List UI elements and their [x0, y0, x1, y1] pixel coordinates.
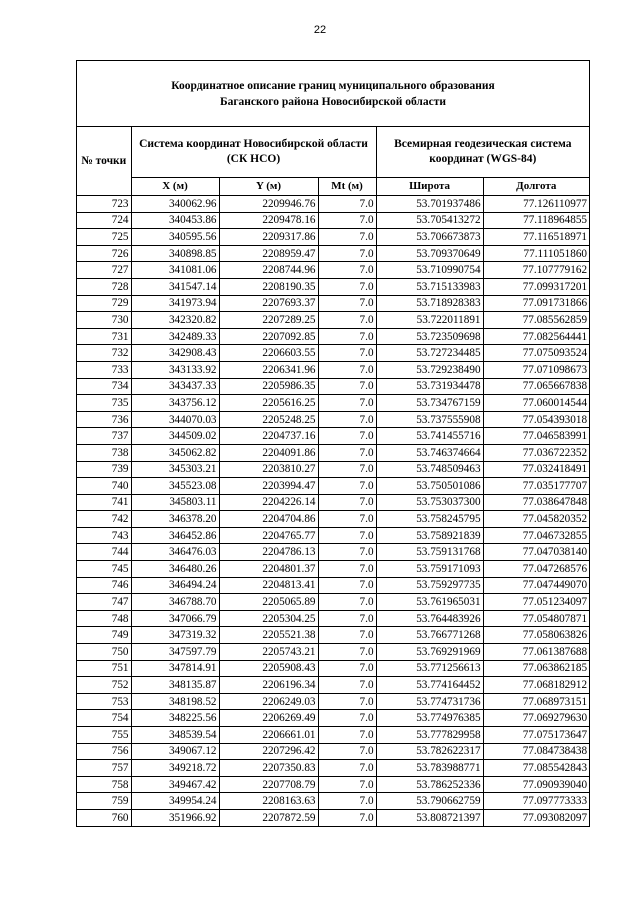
x-cell: 342908.43 [131, 345, 219, 362]
table-row [77, 444, 589, 461]
x-cell: 349954.24 [131, 793, 219, 810]
x-cell: 349067.12 [131, 743, 219, 760]
longitude-cell: 77.045820352 [483, 511, 589, 528]
table-row [77, 461, 589, 478]
y-cell: 2207708.79 [219, 776, 318, 793]
longitude-cell: 77.054393018 [483, 411, 589, 428]
y-cell: 2204737.16 [219, 428, 318, 445]
point-number-cell: 741 [77, 494, 131, 511]
y-cell: 2208959.47 [219, 245, 318, 262]
point-number-cell: 739 [77, 461, 131, 478]
point-number-cell: 732 [77, 345, 131, 362]
table-row [77, 395, 589, 412]
point-number-cell: 723 [77, 196, 131, 213]
point-number-cell: 745 [77, 561, 131, 578]
table-body [77, 196, 589, 826]
x-cell: 347066.79 [131, 610, 219, 627]
latitude-cell: 53.759171093 [376, 561, 483, 578]
x-cell: 346378.20 [131, 511, 219, 528]
table-row [77, 278, 589, 295]
table-row [77, 328, 589, 345]
y-cell: 2209946.76 [219, 196, 318, 213]
longitude-cell: 77.032418491 [483, 461, 589, 478]
mt-cell: 7.0 [318, 760, 376, 777]
y-cell: 2204704.86 [219, 511, 318, 528]
point-number-cell: 729 [77, 295, 131, 312]
point-number-cell: 758 [77, 776, 131, 793]
latitude-cell: 53.727234485 [376, 345, 483, 362]
point-number-cell: 740 [77, 478, 131, 495]
point-number-cell: 730 [77, 312, 131, 329]
latitude-cell: 53.718928383 [376, 295, 483, 312]
table-row [77, 544, 589, 561]
mt-cell: 7.0 [318, 494, 376, 511]
table-row [77, 245, 589, 262]
x-cell: 347319.32 [131, 627, 219, 644]
title-line-1: Координатное описание границ муниципального образования [171, 79, 495, 92]
point-number-cell: 753 [77, 693, 131, 710]
y-cell: 2209317.86 [219, 229, 318, 246]
latitude-cell: 53.701937486 [376, 196, 483, 213]
mt-cell: 7.0 [318, 262, 376, 279]
longitude-cell: 77.116518971 [483, 229, 589, 246]
latitude-cell: 53.774164452 [376, 677, 483, 694]
longitude-cell: 77.047449070 [483, 577, 589, 594]
x-cell: 347597.79 [131, 644, 219, 661]
header-sk-nso: Система координат Новосибирской области (СК НСО) [131, 127, 376, 178]
latitude-cell: 53.808721397 [376, 809, 483, 825]
x-cell: 340898.85 [131, 245, 219, 262]
x-cell: 344509.02 [131, 428, 219, 445]
point-number-cell: 726 [77, 245, 131, 262]
y-cell: 2208163.63 [219, 793, 318, 810]
y-cell: 2205986.35 [219, 378, 318, 395]
longitude-cell: 77.047268576 [483, 561, 589, 578]
point-number-cell: 731 [77, 328, 131, 345]
point-number-cell: 747 [77, 594, 131, 611]
latitude-cell: 53.766771268 [376, 627, 483, 644]
point-number-cell: 736 [77, 411, 131, 428]
table-row [77, 743, 589, 760]
point-number-cell: 728 [77, 278, 131, 295]
y-cell: 2204813.41 [219, 577, 318, 594]
latitude-cell: 53.709370649 [376, 245, 483, 262]
point-number-cell: 735 [77, 395, 131, 412]
latitude-cell: 53.723509698 [376, 328, 483, 345]
y-cell: 2207693.37 [219, 295, 318, 312]
latitude-cell: 53.706673873 [376, 229, 483, 246]
longitude-cell: 77.054807871 [483, 610, 589, 627]
mt-cell: 7.0 [318, 561, 376, 578]
x-cell: 345062.82 [131, 444, 219, 461]
point-number-cell: 733 [77, 361, 131, 378]
x-cell: 340453.86 [131, 212, 219, 229]
table-row [77, 378, 589, 395]
x-cell: 342489.33 [131, 328, 219, 345]
y-cell: 2208190.35 [219, 278, 318, 295]
latitude-cell: 53.705413272 [376, 212, 483, 229]
y-cell: 2207872.59 [219, 809, 318, 825]
latitude-cell: 53.710990754 [376, 262, 483, 279]
mt-cell: 7.0 [318, 577, 376, 594]
x-cell: 341547.14 [131, 278, 219, 295]
mt-cell: 7.0 [318, 544, 376, 561]
mt-cell: 7.0 [318, 743, 376, 760]
mt-cell: 7.0 [318, 245, 376, 262]
table-row [77, 428, 589, 445]
table-row [77, 345, 589, 362]
longitude-cell: 77.107779162 [483, 262, 589, 279]
y-cell: 2205743.21 [219, 644, 318, 661]
x-cell: 346452.86 [131, 527, 219, 544]
mt-cell: 7.0 [318, 727, 376, 744]
table-row [77, 577, 589, 594]
mt-cell: 7.0 [318, 361, 376, 378]
latitude-cell: 53.715133983 [376, 278, 483, 295]
table-row [77, 212, 589, 229]
latitude-cell: 53.758921839 [376, 527, 483, 544]
y-cell: 2209478.16 [219, 212, 318, 229]
point-number-cell: 754 [77, 710, 131, 727]
mt-cell: 7.0 [318, 677, 376, 694]
header-wgs84: Всемирная геодезическая система координат (WGS-84) [376, 127, 589, 178]
page-number: 22 [313, 24, 327, 36]
table-row [77, 660, 589, 677]
y-cell: 2206341.96 [219, 361, 318, 378]
point-number-cell: 743 [77, 527, 131, 544]
y-cell: 2204765.77 [219, 527, 318, 544]
x-cell: 341973.94 [131, 295, 219, 312]
mt-cell: 7.0 [318, 312, 376, 329]
y-cell: 2207289.25 [219, 312, 318, 329]
latitude-cell: 53.774976385 [376, 710, 483, 727]
x-cell: 343133.92 [131, 361, 219, 378]
y-cell: 2207296.42 [219, 743, 318, 760]
title-line-2: Баганского района Новосибирской области [219, 95, 447, 108]
table-row [77, 627, 589, 644]
header-y: Y (м) [219, 178, 318, 196]
longitude-cell: 77.051234097 [483, 594, 589, 611]
x-cell: 347814.91 [131, 660, 219, 677]
table-row [77, 478, 589, 495]
mt-cell: 7.0 [318, 328, 376, 345]
point-number-cell: 760 [77, 809, 131, 825]
y-cell: 2206196.34 [219, 677, 318, 694]
longitude-cell: 77.046583991 [483, 428, 589, 445]
x-cell: 349467.42 [131, 776, 219, 793]
x-cell: 351966.92 [131, 809, 219, 825]
y-cell: 2205521.38 [219, 627, 318, 644]
longitude-cell: 77.091731866 [483, 295, 589, 312]
x-cell: 346480.26 [131, 561, 219, 578]
point-number-cell: 744 [77, 544, 131, 561]
table-row [77, 644, 589, 661]
header-x: X (м) [131, 178, 219, 196]
longitude-cell: 77.058063826 [483, 627, 589, 644]
longitude-cell: 77.035177707 [483, 478, 589, 495]
table-row [77, 710, 589, 727]
table-row [77, 361, 589, 378]
x-cell: 348135.87 [131, 677, 219, 694]
mt-cell: 7.0 [318, 295, 376, 312]
y-cell: 2205248.25 [219, 411, 318, 428]
coordinates-document [76, 60, 590, 827]
table-row [77, 262, 589, 279]
latitude-cell: 53.774731736 [376, 693, 483, 710]
y-cell: 2207092.85 [219, 328, 318, 345]
y-cell: 2206661.01 [219, 727, 318, 744]
table-row [77, 511, 589, 528]
point-number-cell: 752 [77, 677, 131, 694]
y-cell: 2204801.37 [219, 561, 318, 578]
longitude-cell: 77.063862185 [483, 660, 589, 677]
y-cell: 2207350.83 [219, 760, 318, 777]
x-cell: 340062.96 [131, 196, 219, 213]
mt-cell: 7.0 [318, 278, 376, 295]
latitude-cell: 53.759297735 [376, 577, 483, 594]
longitude-cell: 77.075173647 [483, 727, 589, 744]
x-cell: 348198.52 [131, 693, 219, 710]
longitude-cell: 77.085562859 [483, 312, 589, 329]
x-cell: 341081.06 [131, 262, 219, 279]
table-row [77, 494, 589, 511]
longitude-cell: 77.118964855 [483, 212, 589, 229]
table-row [77, 793, 589, 810]
x-cell: 349218.72 [131, 760, 219, 777]
longitude-cell: 77.060014544 [483, 395, 589, 412]
table-row [77, 295, 589, 312]
latitude-cell: 53.777829958 [376, 727, 483, 744]
y-cell: 2204091.86 [219, 444, 318, 461]
point-number-cell: 725 [77, 229, 131, 246]
x-cell: 348539.54 [131, 727, 219, 744]
mt-cell: 7.0 [318, 212, 376, 229]
point-number-cell: 737 [77, 428, 131, 445]
longitude-cell: 77.126110977 [483, 196, 589, 213]
x-cell: 345303.21 [131, 461, 219, 478]
mt-cell: 7.0 [318, 196, 376, 213]
x-cell: 340595.56 [131, 229, 219, 246]
mt-cell: 7.0 [318, 644, 376, 661]
point-number-cell: 750 [77, 644, 131, 661]
mt-cell: 7.0 [318, 478, 376, 495]
table-row [77, 229, 589, 246]
longitude-cell: 77.084738438 [483, 743, 589, 760]
x-cell: 343437.33 [131, 378, 219, 395]
longitude-cell: 77.099317201 [483, 278, 589, 295]
latitude-cell: 53.737555908 [376, 411, 483, 428]
header-latitude: Широта [376, 178, 483, 196]
mt-cell: 7.0 [318, 411, 376, 428]
table-row [77, 411, 589, 428]
latitude-cell: 53.782622317 [376, 743, 483, 760]
longitude-cell: 77.097773333 [483, 793, 589, 810]
longitude-cell: 77.071098673 [483, 361, 589, 378]
mt-cell: 7.0 [318, 345, 376, 362]
table-row [77, 760, 589, 777]
mt-cell: 7.0 [318, 693, 376, 710]
mt-cell: 7.0 [318, 461, 376, 478]
point-number-cell: 742 [77, 511, 131, 528]
y-cell: 2206249.03 [219, 693, 318, 710]
longitude-cell: 77.075093524 [483, 345, 589, 362]
mt-cell: 7.0 [318, 776, 376, 793]
latitude-cell: 53.741455716 [376, 428, 483, 445]
table-row [77, 693, 589, 710]
point-number-cell: 751 [77, 660, 131, 677]
mt-cell: 7.0 [318, 793, 376, 810]
x-cell: 344070.03 [131, 411, 219, 428]
longitude-cell: 77.093082097 [483, 809, 589, 825]
y-cell: 2204226.14 [219, 494, 318, 511]
latitude-cell: 53.729238490 [376, 361, 483, 378]
point-number-cell: 756 [77, 743, 131, 760]
mt-cell: 7.0 [318, 610, 376, 627]
y-cell: 2205304.25 [219, 610, 318, 627]
longitude-cell: 77.068182912 [483, 677, 589, 694]
x-cell: 346476.03 [131, 544, 219, 561]
x-cell: 345523.08 [131, 478, 219, 495]
mt-cell: 7.0 [318, 627, 376, 644]
latitude-cell: 53.786252336 [376, 776, 483, 793]
table-row [77, 527, 589, 544]
latitude-cell: 53.771256613 [376, 660, 483, 677]
latitude-cell: 53.769291969 [376, 644, 483, 661]
point-number-cell: 757 [77, 760, 131, 777]
x-cell: 343756.12 [131, 395, 219, 412]
y-cell: 2208744.96 [219, 262, 318, 279]
point-number-cell: 727 [77, 262, 131, 279]
document-title [77, 61, 589, 127]
y-cell: 2203994.47 [219, 478, 318, 495]
longitude-cell: 77.069279630 [483, 710, 589, 727]
y-cell: 2205616.25 [219, 395, 318, 412]
longitude-cell: 77.065667838 [483, 378, 589, 395]
point-number-cell: 759 [77, 793, 131, 810]
coordinates-table [77, 127, 589, 826]
y-cell: 2205065.89 [219, 594, 318, 611]
x-cell: 348225.56 [131, 710, 219, 727]
latitude-cell: 53.783988771 [376, 760, 483, 777]
x-cell: 346494.24 [131, 577, 219, 594]
point-number-cell: 755 [77, 727, 131, 744]
longitude-cell: 77.046732855 [483, 527, 589, 544]
mt-cell: 7.0 [318, 229, 376, 246]
latitude-cell: 53.753037300 [376, 494, 483, 511]
table-row [77, 809, 589, 825]
table-row [77, 677, 589, 694]
latitude-cell: 53.722011891 [376, 312, 483, 329]
longitude-cell: 77.038647848 [483, 494, 589, 511]
y-cell: 2206269.49 [219, 710, 318, 727]
latitude-cell: 53.734767159 [376, 395, 483, 412]
mt-cell: 7.0 [318, 594, 376, 611]
longitude-cell: 77.090939040 [483, 776, 589, 793]
y-cell: 2206603.55 [219, 345, 318, 362]
table-row [77, 610, 589, 627]
table-row [77, 196, 589, 213]
x-cell: 345803.11 [131, 494, 219, 511]
point-number-cell: 738 [77, 444, 131, 461]
longitude-cell: 77.061387688 [483, 644, 589, 661]
latitude-cell: 53.750501086 [376, 478, 483, 495]
header-mt: Mt (м) [318, 178, 376, 196]
mt-cell: 7.0 [318, 378, 376, 395]
longitude-cell: 77.111051860 [483, 245, 589, 262]
latitude-cell: 53.731934478 [376, 378, 483, 395]
y-cell: 2203810.27 [219, 461, 318, 478]
longitude-cell: 77.068973151 [483, 693, 589, 710]
mt-cell: 7.0 [318, 710, 376, 727]
mt-cell: 7.0 [318, 444, 376, 461]
longitude-cell: 77.082564441 [483, 328, 589, 345]
latitude-cell: 53.790662759 [376, 793, 483, 810]
latitude-cell: 53.746374664 [376, 444, 483, 461]
latitude-cell: 53.758245795 [376, 511, 483, 528]
mt-cell: 7.0 [318, 809, 376, 825]
table-row [77, 727, 589, 744]
latitude-cell: 53.764483926 [376, 610, 483, 627]
mt-cell: 7.0 [318, 511, 376, 528]
longitude-cell: 77.047038140 [483, 544, 589, 561]
x-cell: 342320.82 [131, 312, 219, 329]
mt-cell: 7.0 [318, 527, 376, 544]
table-row [77, 594, 589, 611]
mt-cell: 7.0 [318, 428, 376, 445]
latitude-cell: 53.761965031 [376, 594, 483, 611]
mt-cell: 7.0 [318, 395, 376, 412]
point-number-cell: 748 [77, 610, 131, 627]
mt-cell: 7.0 [318, 660, 376, 677]
longitude-cell: 77.085542843 [483, 760, 589, 777]
point-number-cell: 724 [77, 212, 131, 229]
y-cell: 2204786.13 [219, 544, 318, 561]
table-row [77, 561, 589, 578]
point-number-cell: 734 [77, 378, 131, 395]
point-number-cell: 749 [77, 627, 131, 644]
table-row [77, 776, 589, 793]
table-row [77, 312, 589, 329]
point-number-cell: 746 [77, 577, 131, 594]
header-longitude: Долгота [483, 178, 589, 196]
latitude-cell: 53.759131768 [376, 544, 483, 561]
longitude-cell: 77.036722352 [483, 444, 589, 461]
latitude-cell: 53.748509463 [376, 461, 483, 478]
y-cell: 2205908.43 [219, 660, 318, 677]
header-point-number: № точки [77, 127, 131, 196]
x-cell: 346788.70 [131, 594, 219, 611]
